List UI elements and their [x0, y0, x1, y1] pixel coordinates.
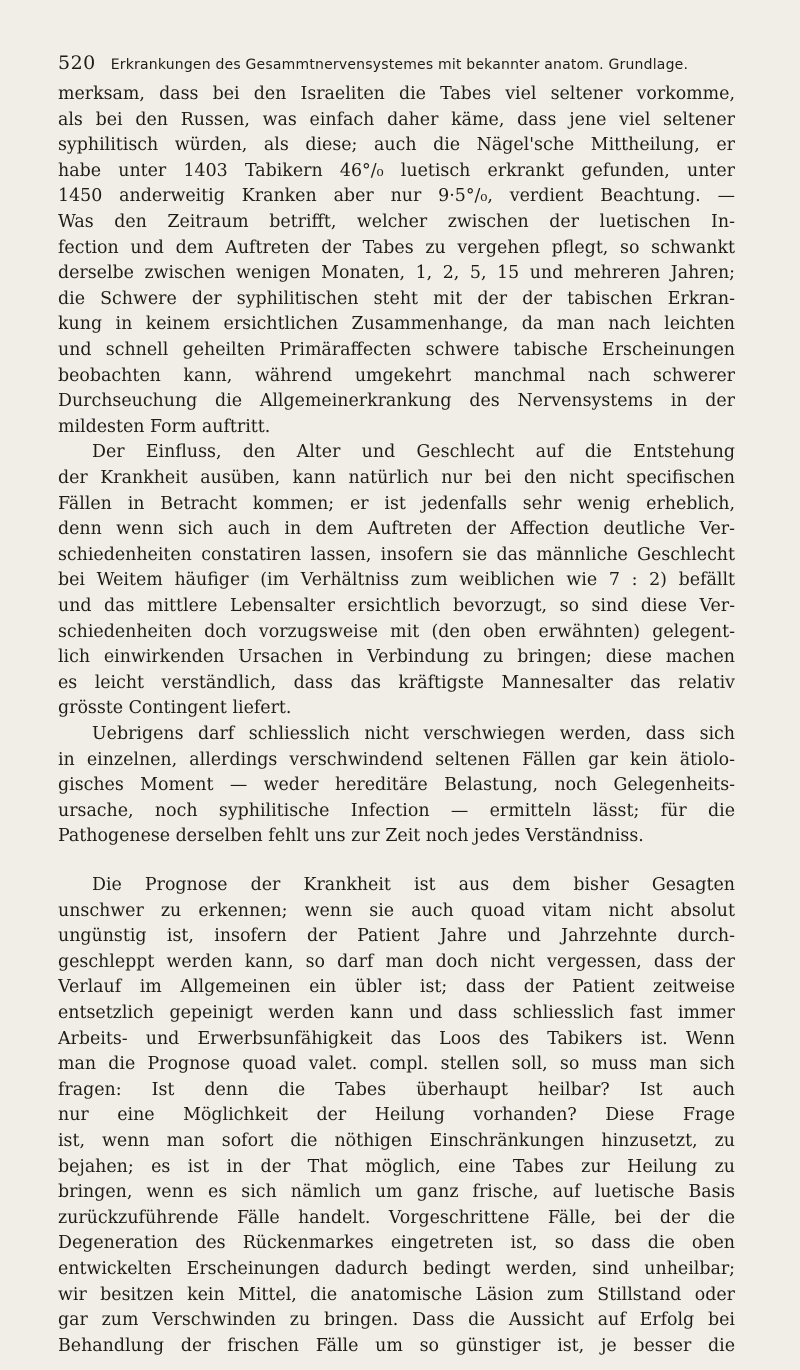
text-line: habe unter 1403 Tabikern 46°/₀ luetisch erkrankt gefunden, unter [58, 160, 735, 181]
paragraph-syphilis-israelites [58, 82, 735, 440]
text-line: Fällen in Betracht kommen; er ist jedenfalls sehr wenig erheblich, [58, 493, 735, 514]
text-line: Was den Zeitraum betrifft, welcher zwischen der luetischen In- [58, 211, 735, 232]
text-line: die Schwere der syphilitischen steht mit der der tabischen Erkran- [58, 288, 735, 309]
text-line: man die Prognose quoad valet. compl. stellen soll, so muss man sich [58, 1054, 735, 1075]
text-line: Pathogenese derselben fehlt uns zur Zeit noch jedes Verständniss. [58, 826, 644, 847]
text-line: wir besitzen kein Mittel, die anatomische Läsion zum Stillstand oder [58, 1284, 735, 1305]
paragraph-prognosis [58, 873, 735, 1359]
text-line: Degeneration des Rückenmarkes eingetreten ist, so dass die oben [58, 1233, 735, 1254]
text-line: entwickelten Erscheinungen dadurch bedingt werden, sind unheilbar; [58, 1258, 735, 1279]
text-line: gar zum Verschwinden zu bringen. Dass die Aussicht auf Erfolg bei [58, 1310, 735, 1331]
text-line: ursache, noch syphilitische Infection — ermitteln lässt; für die [58, 800, 735, 821]
text-line: ist, wenn man sofort die nöthigen Einschränkungen hinzusetzt, zu [58, 1130, 735, 1151]
text-line: Behandlung der frischen Fälle um so günstiger ist, je besser die [58, 1335, 735, 1356]
running-header [58, 52, 748, 74]
running-title: Erkrankungen des Gesammtnervensystemes mit bekannter anatom. Grundlage. [110, 57, 689, 73]
text-line: als bei den Russen, was einfach daher käme, dass jene viel seltener [58, 109, 735, 130]
text-line: ungünstig ist, insofern der Patient Jahre und Jahrzehnte durch- [58, 926, 735, 947]
text-line: denn wenn sich auch in dem Auftreten der Affection deutliche Ver- [58, 519, 735, 540]
text-line: syphilitisch würden, als diese; auch die Nägel'sche Mittheilung, er [58, 135, 735, 156]
text-line: gisches Moment — weder hereditäre Belastung, noch Gelegenheits- [58, 775, 735, 796]
text-line: es leicht verständlich, dass das kräftigste Mannesalter das relativ [58, 672, 735, 693]
text-line: fection und dem Auftreten der Tabes zu vergehen pflegt, so schwankt [58, 237, 735, 258]
text-line: schiedenheiten doch vorzugsweise mit (den oben erwähnten) gelegent- [58, 621, 735, 642]
text-line: bejahen; es ist in der That möglich, eine Tabes zur Heilung zu [58, 1156, 735, 1177]
page-number: 520 [58, 52, 96, 74]
text-line: der Krankheit ausüben, kann natürlich nur bei den nicht specifischen [58, 467, 735, 488]
text-line: 1450 anderweitig Kranken aber nur 9·5°/₀, verdient Beachtung. — [58, 186, 735, 207]
text-line: in einzelnen, allerdings verschwindend seltenen Fällen gar kein ätiolo- [58, 749, 735, 770]
text-line: zurückzuführende Fälle handelt. Vorgeschrittene Fälle, bei der die [58, 1207, 735, 1228]
text-line: Uebrigens darf schliesslich nicht verschwiegen werden, dass sich [92, 724, 735, 744]
text-line: mildesten Form auftritt. [58, 416, 271, 437]
text-line: Durchseuchung die Allgemeinerkrankung des Nervensystems in der [58, 391, 735, 412]
text-line: Verlauf im Allgemeinen ein übler ist; dass der Patient zeitweise [58, 977, 735, 998]
paragraph-unknown-etiology [58, 722, 735, 850]
text-line: fragen: Ist denn die Tabes überhaupt heilbar? Ist auch [58, 1079, 735, 1100]
text-line: entsetzlich gepeinigt werden kann und dass schliesslich fast immer [58, 1002, 735, 1023]
text-line: und schnell geheilten Primäraffecten schwere tabische Erscheinungen [58, 339, 735, 360]
text-line: lich einwirkenden Ursachen in Verbindung zu bringen; diese machen [58, 647, 735, 668]
text-line: grösste Contingent liefert. [58, 698, 292, 719]
text-line: unschwer zu erkennen; wenn sie auch quoad vitam nicht absolut [58, 900, 735, 921]
paragraph-age-sex [58, 440, 735, 722]
text-line: beobachten kann, während umgekehrt manchmal nach schwerer [58, 365, 735, 386]
text-line: bei Weitem häufiger (im Verhältniss zum weiblichen wie 7 : 2) befällt [58, 570, 735, 591]
text-line: Die Prognose der Krankheit ist aus dem bisher Gesagten [92, 875, 735, 895]
text-line: Der Einfluss, den Alter und Geschlecht auf die Entstehung [92, 442, 735, 463]
text-line: schiedenheiten constatiren lassen, insofern sie das männliche Geschlecht [58, 544, 735, 565]
text-line: nur eine Möglichkeit der Heilung vorhanden? Diese Frage [58, 1105, 735, 1126]
text-line: Arbeits- und Erwerbsunfähigkeit das Loos des Tabikers ist. Wenn [58, 1028, 735, 1049]
text-line: bringen, wenn es sich nämlich um ganz frische, auf luetische Basis [58, 1182, 735, 1203]
text-line: und das mittlere Lebensalter ersichtlich bevorzugt, so sind diese Ver- [58, 595, 735, 616]
text-line: kung in keinem ersichtlichen Zusammenhange, da man nach leichten [58, 314, 735, 335]
text-line: derselbe zwischen wenigen Monaten, 1, 2, 5, 15 und mehreren Jahren; [58, 263, 735, 284]
text-line: geschleppt werden kann, so darf man doch nicht vergessen, dass der [58, 951, 735, 972]
text-line: merksam, dass bei den Israeliten die Tabes viel seltener vorkomme, [58, 84, 735, 104]
